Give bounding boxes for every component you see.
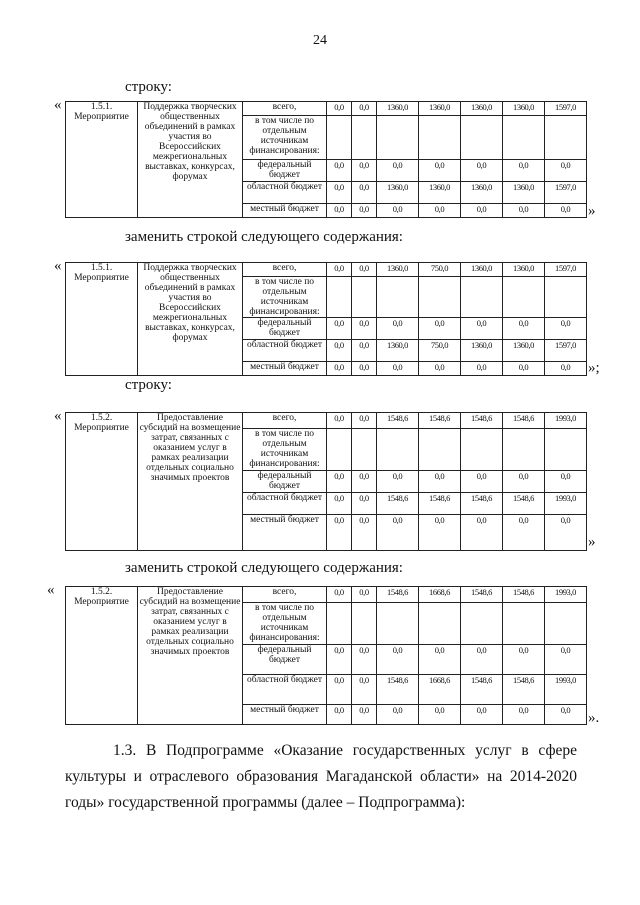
- value-cell: 0,0: [377, 515, 419, 551]
- value-cell: 0,0: [352, 340, 377, 362]
- close-quote-period: ».: [588, 710, 600, 726]
- value-cell: [327, 277, 352, 318]
- value-cell: 0,0: [327, 182, 352, 204]
- value-cell: [327, 603, 352, 645]
- value-cell: 1360,0: [503, 102, 545, 116]
- source-cell: местный бюджет: [243, 362, 327, 376]
- source-cell: областной бюджет: [243, 182, 327, 204]
- source-cell: областной бюджет: [243, 493, 327, 515]
- value-cell: 0,0: [327, 705, 352, 725]
- value-cell: 0,0: [352, 493, 377, 515]
- source-cell: в том числе по отдельным источникам финансирования:: [243, 429, 327, 471]
- value-cell: 0,0: [327, 102, 352, 116]
- value-cell: 0,0: [503, 318, 545, 340]
- value-cell: 0,0: [377, 160, 419, 182]
- source-cell: всего,: [243, 587, 327, 603]
- activity-description: Поддержка творческих общественных объединений в рамках участия во Всероссийских межрегиональных выставках, конкурсах, форумах: [138, 102, 243, 218]
- activity-kind: Мероприятие: [74, 423, 129, 433]
- value-cell: 0,0: [327, 493, 352, 515]
- value-cell: 0,0: [503, 705, 545, 725]
- value-cell: 0,0: [377, 362, 419, 376]
- value-cell: [545, 429, 587, 471]
- value-cell: 1548,6: [377, 413, 419, 429]
- value-cell: 0,0: [352, 471, 377, 493]
- value-cell: 1993,0: [545, 493, 587, 515]
- value-cell: [461, 603, 503, 645]
- source-cell: в том числе по отдельным источникам финансирования:: [243, 603, 327, 645]
- value-cell: 0,0: [461, 705, 503, 725]
- value-cell: 0,0: [327, 587, 352, 603]
- value-cell: 0,0: [419, 705, 461, 725]
- activity-kind: Мероприятие: [74, 597, 129, 607]
- value-cell: 0,0: [352, 413, 377, 429]
- value-cell: 0,0: [352, 515, 377, 551]
- value-cell: [503, 429, 545, 471]
- value-cell: [327, 116, 352, 160]
- value-cell: 1597,0: [545, 263, 587, 277]
- budget-table-2: [65, 262, 587, 376]
- budget-table-3: [65, 412, 587, 551]
- open-quote: «: [54, 408, 62, 424]
- activity-code: 1.5.2.: [90, 413, 113, 423]
- budget-table-1: [65, 101, 587, 218]
- value-cell: 1668,6: [419, 587, 461, 603]
- value-cell: 0,0: [419, 515, 461, 551]
- source-cell: всего,: [243, 102, 327, 116]
- value-cell: 1360,0: [461, 102, 503, 116]
- replace-label: заменить строкой следующего содержания:: [125, 560, 403, 576]
- source-cell: областной бюджет: [243, 340, 327, 362]
- value-cell: 0,0: [461, 471, 503, 493]
- activity-kind: Мероприятие: [74, 112, 129, 122]
- value-cell: 0,0: [352, 160, 377, 182]
- activity-code-cell: [66, 413, 138, 551]
- source-cell: областной бюджет: [243, 675, 327, 705]
- activity-description: Предоставление субсидий на возмещение затрат, связанных с оказанием услуг в рамках реализации отдельных социально значимых проектов: [138, 413, 243, 551]
- value-cell: 750,0: [419, 340, 461, 362]
- value-cell: 1548,6: [461, 587, 503, 603]
- value-cell: 0,0: [327, 204, 352, 218]
- value-cell: [545, 116, 587, 160]
- value-cell: [352, 277, 377, 318]
- activity-code: 1.5.1.: [90, 102, 113, 112]
- source-cell: федеральный бюджет: [243, 645, 327, 675]
- activity-code-cell: [66, 587, 138, 725]
- value-cell: [419, 116, 461, 160]
- value-cell: 0,0: [545, 645, 587, 675]
- source-cell: федеральный бюджет: [243, 318, 327, 340]
- value-cell: 0,0: [503, 204, 545, 218]
- value-cell: 1548,6: [377, 587, 419, 603]
- value-cell: 0,0: [503, 515, 545, 551]
- value-cell: 1360,0: [377, 340, 419, 362]
- value-cell: 0,0: [419, 645, 461, 675]
- value-cell: 1993,0: [545, 413, 587, 429]
- value-cell: [461, 116, 503, 160]
- value-cell: 0,0: [461, 515, 503, 551]
- value-cell: [419, 429, 461, 471]
- source-cell: в том числе по отдельным источникам финансирования:: [243, 116, 327, 160]
- value-cell: 0,0: [461, 362, 503, 376]
- value-cell: 0,0: [352, 675, 377, 705]
- value-cell: 1360,0: [419, 102, 461, 116]
- value-cell: 0,0: [419, 362, 461, 376]
- activity-description: Предоставление субсидий на возмещение затрат, связанных с оказанием услуг в рамках реализации отдельных социально значимых проектов: [138, 587, 243, 725]
- value-cell: 0,0: [545, 204, 587, 218]
- source-cell: местный бюджет: [243, 204, 327, 218]
- value-cell: 0,0: [461, 318, 503, 340]
- value-cell: 0,0: [352, 362, 377, 376]
- value-cell: 0,0: [327, 515, 352, 551]
- value-cell: 0,0: [545, 160, 587, 182]
- value-cell: 0,0: [352, 705, 377, 725]
- value-cell: [545, 603, 587, 645]
- value-cell: 0,0: [352, 102, 377, 116]
- value-cell: 1548,6: [419, 493, 461, 515]
- value-cell: 0,0: [377, 318, 419, 340]
- value-cell: [352, 116, 377, 160]
- value-cell: 0,0: [327, 340, 352, 362]
- value-cell: 0,0: [419, 318, 461, 340]
- value-cell: [503, 603, 545, 645]
- open-quote: «: [54, 97, 62, 113]
- value-cell: [419, 603, 461, 645]
- value-cell: 1360,0: [461, 340, 503, 362]
- value-cell: 1360,0: [377, 102, 419, 116]
- value-cell: 0,0: [461, 204, 503, 218]
- value-cell: 1360,0: [461, 263, 503, 277]
- value-cell: [352, 429, 377, 471]
- value-cell: 0,0: [327, 160, 352, 182]
- value-cell: 1597,0: [545, 340, 587, 362]
- value-cell: 1548,6: [503, 587, 545, 603]
- value-cell: 1548,6: [461, 413, 503, 429]
- value-cell: 0,0: [327, 413, 352, 429]
- value-cell: 0,0: [503, 471, 545, 493]
- value-cell: 0,0: [503, 160, 545, 182]
- value-cell: [377, 277, 419, 318]
- value-cell: [327, 429, 352, 471]
- value-cell: 1360,0: [461, 182, 503, 204]
- value-cell: 0,0: [377, 471, 419, 493]
- activity-description: Поддержка творческих общественных объединений в рамках участия во Всероссийских межрегиональных выставках, конкурсах, форумах: [138, 263, 243, 376]
- value-cell: 1548,6: [419, 413, 461, 429]
- activity-kind: Мероприятие: [74, 273, 129, 283]
- close-quote: »: [588, 534, 596, 550]
- value-cell: 0,0: [419, 160, 461, 182]
- value-cell: 1360,0: [503, 182, 545, 204]
- source-cell: всего,: [243, 263, 327, 277]
- close-quote: »: [588, 203, 596, 219]
- source-cell: местный бюджет: [243, 515, 327, 551]
- value-cell: [419, 277, 461, 318]
- activity-code: 1.5.1.: [90, 263, 113, 273]
- open-quote: «: [54, 258, 62, 274]
- activity-code-cell: [66, 263, 138, 376]
- value-cell: 0,0: [327, 471, 352, 493]
- value-cell: 0,0: [461, 645, 503, 675]
- value-cell: [352, 603, 377, 645]
- value-cell: 1360,0: [377, 263, 419, 277]
- value-cell: [461, 429, 503, 471]
- value-cell: 0,0: [377, 705, 419, 725]
- source-cell: в том числе по отдельным источникам финансирования:: [243, 277, 327, 318]
- value-cell: 0,0: [461, 160, 503, 182]
- value-cell: 0,0: [327, 362, 352, 376]
- source-cell: федеральный бюджет: [243, 160, 327, 182]
- row-label: строку:: [125, 377, 172, 393]
- value-cell: 1548,6: [377, 493, 419, 515]
- source-cell: всего,: [243, 413, 327, 429]
- value-cell: 1597,0: [545, 102, 587, 116]
- value-cell: 0,0: [352, 587, 377, 603]
- value-cell: [377, 116, 419, 160]
- value-cell: 0,0: [545, 362, 587, 376]
- value-cell: 750,0: [419, 263, 461, 277]
- value-cell: 1548,6: [377, 675, 419, 705]
- value-cell: 0,0: [545, 515, 587, 551]
- row-label: строку:: [125, 79, 172, 95]
- replace-label: заменить строкой следующего содержания:: [125, 229, 403, 245]
- value-cell: 1548,6: [461, 493, 503, 515]
- value-cell: 0,0: [352, 204, 377, 218]
- value-cell: 1360,0: [419, 182, 461, 204]
- value-cell: 0,0: [352, 318, 377, 340]
- budget-table-4: [65, 586, 587, 725]
- value-cell: 0,0: [377, 204, 419, 218]
- value-cell: 0,0: [545, 705, 587, 725]
- activity-code-cell: [66, 102, 138, 218]
- page-number: 24: [313, 33, 327, 48]
- value-cell: 1548,6: [503, 413, 545, 429]
- value-cell: 0,0: [503, 645, 545, 675]
- source-cell: федеральный бюджет: [243, 471, 327, 493]
- value-cell: 1548,6: [503, 675, 545, 705]
- value-cell: [545, 277, 587, 318]
- value-cell: 0,0: [545, 318, 587, 340]
- value-cell: 0,0: [327, 318, 352, 340]
- value-cell: 0,0: [419, 471, 461, 493]
- value-cell: 0,0: [419, 204, 461, 218]
- paragraph-1-3: 1.3. В Подпрограмме «Оказание государственных услуг в сфере культуры и отраслевого образования Магаданской области» на 2014-2020 годы» государственной программы (далее – Подпрограмма):: [65, 742, 577, 811]
- value-cell: 0,0: [352, 645, 377, 675]
- value-cell: [503, 277, 545, 318]
- activity-code: 1.5.2.: [90, 587, 113, 597]
- value-cell: 1548,6: [503, 493, 545, 515]
- value-cell: 1668,6: [419, 675, 461, 705]
- value-cell: [503, 116, 545, 160]
- value-cell: 0,0: [545, 471, 587, 493]
- value-cell: [461, 277, 503, 318]
- value-cell: 0,0: [327, 263, 352, 277]
- value-cell: 1597,0: [545, 182, 587, 204]
- value-cell: 0,0: [327, 675, 352, 705]
- value-cell: 0,0: [352, 182, 377, 204]
- value-cell: 0,0: [503, 362, 545, 376]
- value-cell: 1360,0: [503, 340, 545, 362]
- value-cell: 1360,0: [377, 182, 419, 204]
- close-quote-semicolon: »;: [588, 360, 600, 376]
- value-cell: 0,0: [327, 645, 352, 675]
- value-cell: 1993,0: [545, 587, 587, 603]
- source-cell: местный бюджет: [243, 705, 327, 725]
- value-cell: 0,0: [352, 263, 377, 277]
- value-cell: 1993,0: [545, 675, 587, 705]
- value-cell: [377, 603, 419, 645]
- value-cell: 1548,6: [461, 675, 503, 705]
- open-quote: «: [47, 582, 55, 598]
- value-cell: 1360,0: [503, 263, 545, 277]
- value-cell: [377, 429, 419, 471]
- value-cell: 0,0: [377, 645, 419, 675]
